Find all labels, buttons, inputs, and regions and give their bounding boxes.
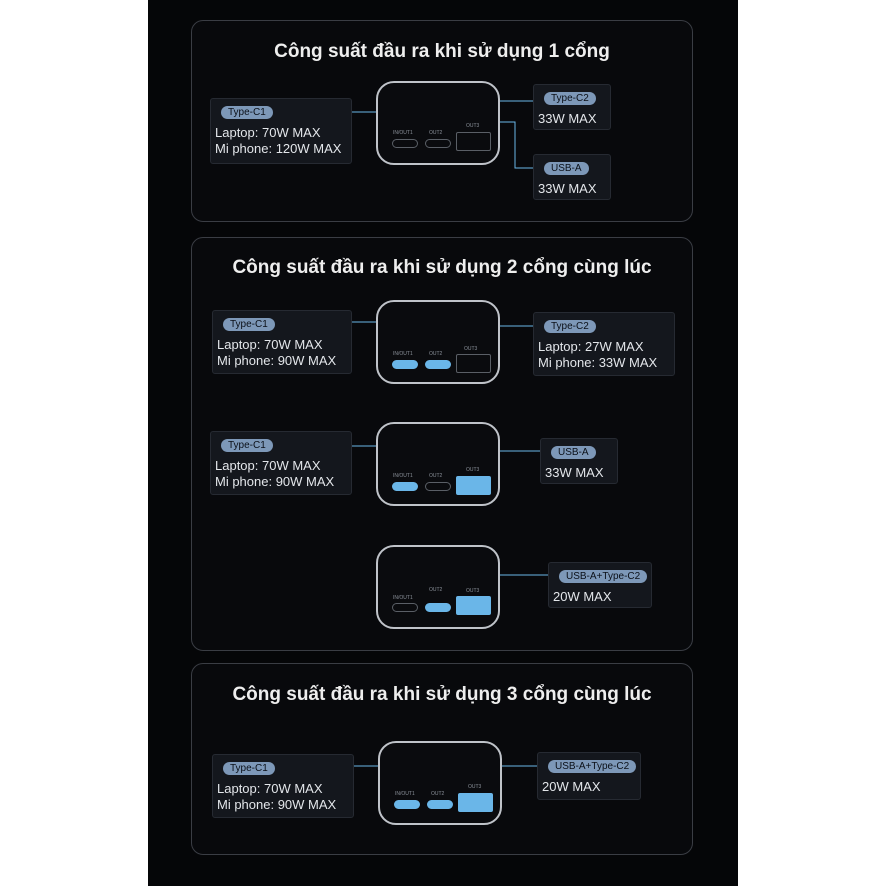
port-badge: USB-A+Type-C2 xyxy=(559,570,647,583)
port-label-out3: OUT3 xyxy=(468,784,482,790)
power-bank-device xyxy=(376,422,500,506)
port-badge: Type-C2 xyxy=(544,92,596,105)
port-label-out3: OUT3 xyxy=(466,467,480,473)
power-spec: 20W MAX xyxy=(553,589,612,604)
label-type-c1 xyxy=(212,310,352,374)
port-label-in-out1: IN/OUT1 xyxy=(393,595,413,601)
power-spec-laptop: Laptop: 70W MAX xyxy=(217,781,323,796)
power-spec: 33W MAX xyxy=(545,465,604,480)
port-label-in-out1: IN/OUT1 xyxy=(395,791,415,797)
port-type-c1 xyxy=(392,139,418,148)
port-label-in-out1: IN/OUT1 xyxy=(393,473,413,479)
power-spec: 20W MAX xyxy=(542,779,601,794)
section-title: Công suất đầu ra khi sử dụng 3 cổng cùng lúc xyxy=(232,684,652,705)
power-spec-laptop: Laptop: 27W MAX xyxy=(538,339,644,354)
port-label-out2: OUT2 xyxy=(429,587,443,593)
power-spec-phone: Mi phone: 90W MAX xyxy=(215,474,335,489)
port-label-out3: OUT3 xyxy=(464,346,478,352)
port-label-in-out1: IN/OUT1 xyxy=(393,351,413,357)
power-spec: 33W MAX xyxy=(538,111,597,126)
power-spec-phone: Mi phone: 33W MAX xyxy=(538,355,658,370)
port-label-out2: OUT2 xyxy=(431,791,445,797)
port-label-out2: OUT2 xyxy=(429,473,443,479)
label-usb-a-type-c2 xyxy=(548,562,652,608)
power-spec-phone: Mi phone: 120W MAX xyxy=(215,141,342,156)
label-usb-a xyxy=(540,438,618,484)
port-usb-a-active xyxy=(456,596,491,615)
label-type-c1 xyxy=(210,431,352,495)
port-label-out3: OUT3 xyxy=(466,123,480,129)
label-type-c1 xyxy=(210,98,352,164)
port-badge: Type-C1 xyxy=(221,439,273,452)
port-type-c2-active xyxy=(427,800,453,809)
port-type-c1-active xyxy=(392,482,418,491)
port-label-in-out1: IN/OUT1 xyxy=(393,130,413,136)
port-label-out3: OUT3 xyxy=(466,588,480,594)
power-spec-phone: Mi phone: 90W MAX xyxy=(217,353,337,368)
port-badge: USB-A+Type-C2 xyxy=(548,760,636,773)
port-badge: Type-C2 xyxy=(544,320,596,333)
power-bank-device xyxy=(376,81,500,165)
port-type-c2 xyxy=(425,482,451,491)
power-bank-device xyxy=(378,741,502,825)
port-usb-a xyxy=(456,132,491,151)
port-type-c1-active xyxy=(394,800,420,809)
port-label-out2: OUT2 xyxy=(429,351,443,357)
power-spec: 33W MAX xyxy=(538,181,597,196)
label-type-c2 xyxy=(533,312,675,376)
label-usb-a-type-c2 xyxy=(537,752,641,800)
port-label-out2: OUT2 xyxy=(429,130,443,136)
port-type-c1-active xyxy=(392,360,418,369)
power-bank-device xyxy=(376,545,500,629)
label-type-c1 xyxy=(212,754,354,818)
section-title: Công suất đầu ra khi sử dụng 2 cổng cùng lúc xyxy=(232,257,652,278)
power-spec-laptop: Laptop: 70W MAX xyxy=(217,337,323,352)
port-usb-a-active xyxy=(456,476,491,495)
section-title: Công suất đầu ra khi sử dụng 1 cổng xyxy=(274,41,610,62)
power-spec-phone: Mi phone: 90W MAX xyxy=(217,797,337,812)
diagram-canvas xyxy=(148,0,738,886)
port-type-c1 xyxy=(392,603,418,612)
port-badge: Type-C1 xyxy=(223,318,275,331)
port-usb-a-active xyxy=(458,793,493,812)
port-type-c2 xyxy=(425,139,451,148)
power-bank-device xyxy=(376,300,500,384)
port-badge: USB-A xyxy=(544,162,589,175)
label-usb-a xyxy=(533,154,611,200)
port-type-c2-active xyxy=(425,360,451,369)
port-badge: USB-A xyxy=(551,446,596,459)
power-spec-laptop: Laptop: 70W MAX xyxy=(215,125,321,140)
power-spec-laptop: Laptop: 70W MAX xyxy=(215,458,321,473)
port-badge: Type-C1 xyxy=(223,762,275,775)
port-type-c2-active xyxy=(425,603,451,612)
port-usb-a xyxy=(456,354,491,373)
label-type-c2 xyxy=(533,84,611,130)
port-badge: Type-C1 xyxy=(221,106,273,119)
